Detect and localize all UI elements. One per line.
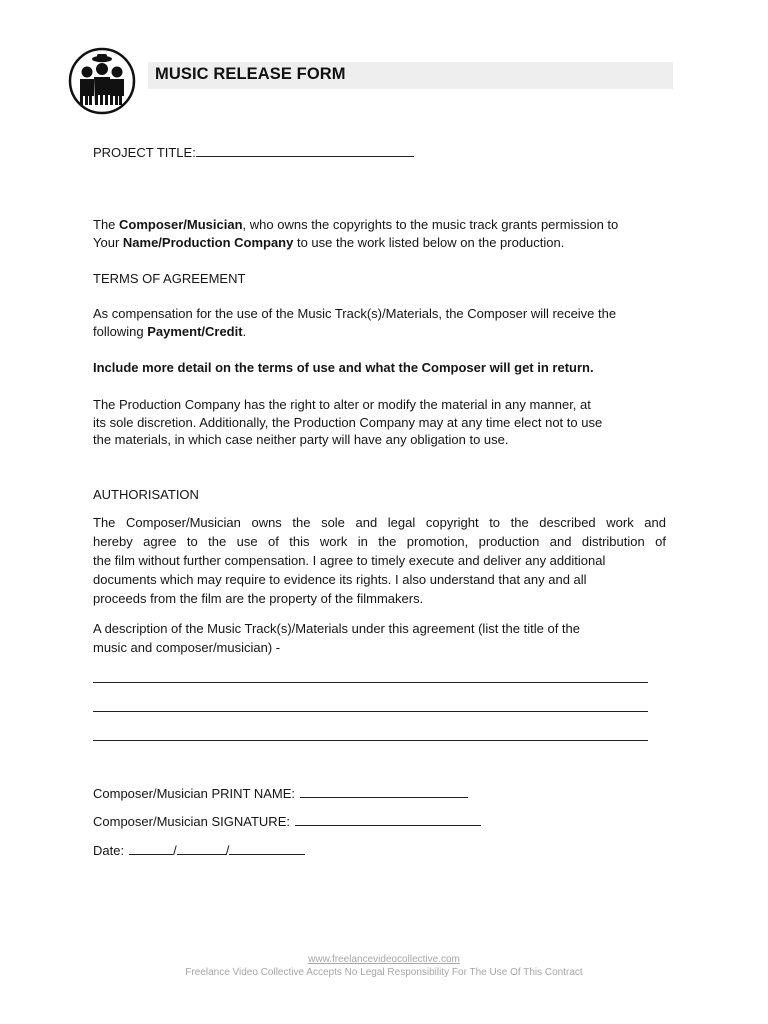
- description-line-2: music and composer/musician) -: [93, 640, 281, 655]
- footer-disclaimer: Freelance Video Collective Accepts No Legal Responsibility For The Use Of This Contract: [185, 967, 583, 978]
- date-day-field[interactable]: [129, 842, 173, 855]
- description-field-1[interactable]: [93, 682, 648, 683]
- intro-bold-company: Name/Production Company: [122, 235, 294, 250]
- authorisation-line-5: proceeds from the film are the property of the filmmakers.: [93, 591, 424, 606]
- signature-label: Composer/Musician SIGNATURE:: [93, 814, 290, 829]
- project-title-row: [93, 144, 414, 162]
- date-separator: /: [225, 843, 230, 858]
- print-name-label: Composer/Musician PRINT NAME:: [93, 786, 296, 801]
- authorisation-line-4: documents which may require to evidence its rights. I also understand that any and all: [93, 572, 587, 587]
- compensation-line-2: [93, 323, 246, 341]
- intro-text: Your: [93, 235, 123, 250]
- page-title: MUSIC RELEASE FORM: [155, 65, 346, 83]
- authorisation-line-2: hereby agree to the use of this work in the promotion, production and distribution of: [93, 534, 666, 549]
- description-field-3[interactable]: [93, 740, 648, 741]
- compensation-line-1: As compensation for the use of the Music Track(s)/Materials, the Composer will receive the: [93, 306, 617, 321]
- intro-text: to use the work listed below on the production.: [293, 235, 565, 250]
- date-month-field[interactable]: [177, 842, 226, 855]
- production-line-2: its sole discretion. Additionally, the Production Company may at any time elect not to use: [93, 415, 603, 430]
- print-name-row: [93, 785, 468, 803]
- compensation-text: following: [93, 324, 148, 339]
- footer-url-link[interactable]: www.freelancevideocollective.com: [308, 954, 460, 965]
- description-line-1: A description of the Music Track(s)/Materials under this agreement (list the title of the: [93, 621, 580, 636]
- intro-line-1: [93, 216, 618, 234]
- intro-line-2: [93, 234, 564, 252]
- project-title-label: PROJECT TITLE:: [93, 145, 196, 160]
- signature-field[interactable]: [295, 813, 481, 826]
- production-line-1: The Production Company has the right to alter or modify the material in any manner, at: [93, 397, 591, 412]
- intro-bold-composer: Composer/Musician: [119, 217, 243, 232]
- description-field-2[interactable]: [93, 711, 648, 712]
- intro-text: , who owns the copyrights to the music track grants permission to: [242, 217, 619, 232]
- date-label: Date:: [93, 843, 125, 858]
- signature-row: [93, 813, 481, 831]
- date-year-field[interactable]: [229, 842, 305, 855]
- include-detail-note: Include more detail on the terms of use and what the Composer will get in return.: [93, 360, 594, 375]
- authorisation-heading: AUTHORISATION: [93, 487, 199, 502]
- date-separator: /: [173, 843, 177, 858]
- authorisation-line-1: The Composer/Musician owns the sole and legal copyright to the described work and: [93, 515, 666, 530]
- three-people-logo-icon: [68, 47, 136, 115]
- intro-text: The: [93, 217, 120, 232]
- footer-url-row: [0, 954, 768, 965]
- terms-heading: TERMS OF AGREEMENT: [93, 271, 246, 286]
- compensation-text: .: [242, 324, 247, 339]
- authorisation-line-3: the film without further compensation. I agree to timely execute and deliver any additional: [93, 553, 606, 568]
- compensation-bold-payment: Payment/Credit: [147, 324, 243, 339]
- production-line-3: the materials, in which case neither party will have any obligation to use.: [93, 432, 509, 447]
- project-title-field[interactable]: [196, 144, 414, 157]
- title-bar: [148, 62, 673, 89]
- print-name-field[interactable]: [300, 785, 468, 798]
- date-row: [93, 842, 305, 860]
